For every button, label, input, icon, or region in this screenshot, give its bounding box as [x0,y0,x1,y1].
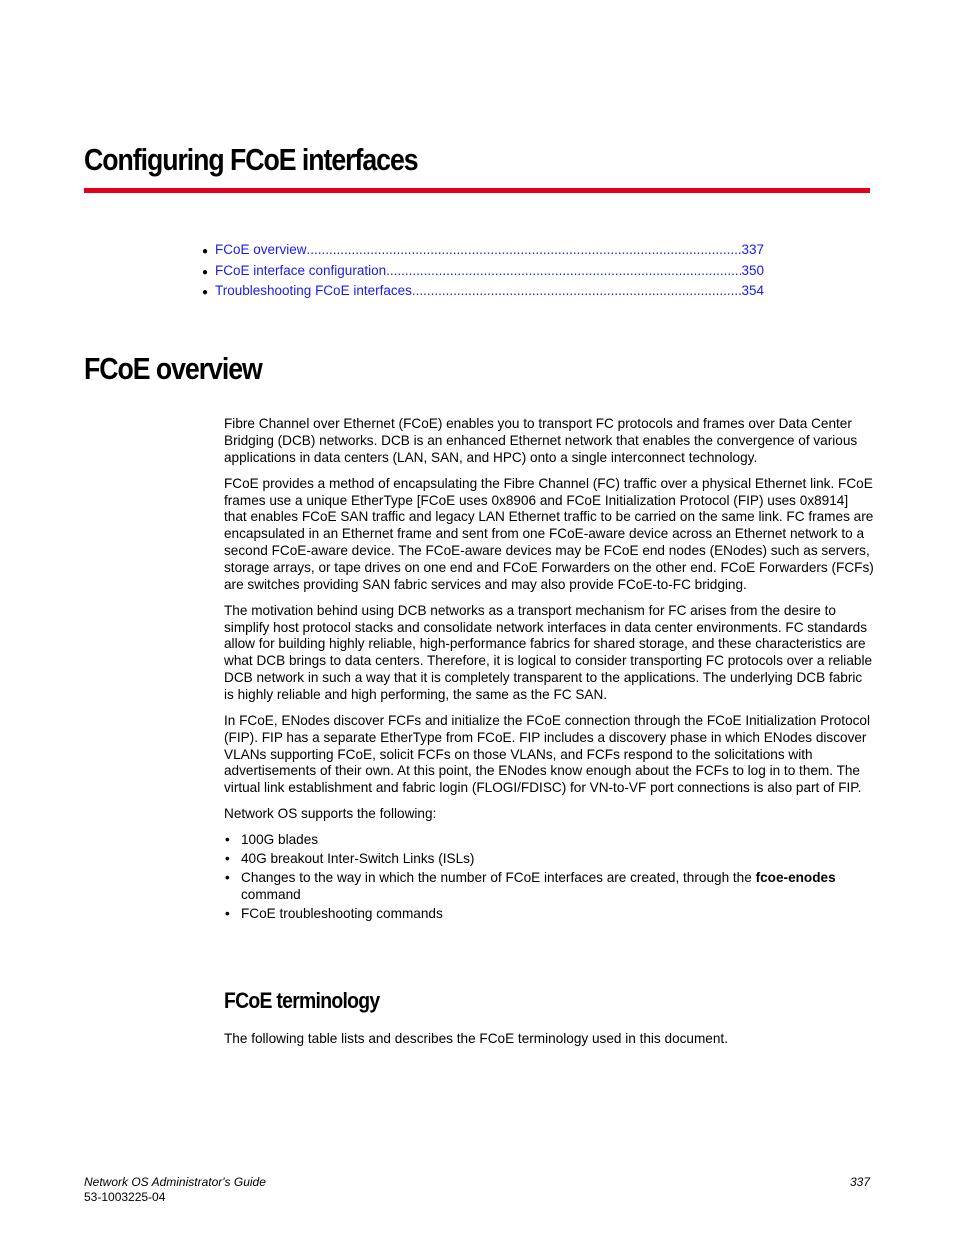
toc-link-troubleshooting-fcoe-interfaces[interactable]: Troubleshooting FCoE interfaces [215,283,412,298]
list-item-text: 100G blades [241,832,319,848]
toc-page-number[interactable]: 350 [741,262,764,278]
toc-bullet: ● [202,246,209,257]
toc-item[interactable] [202,261,764,282]
command-name: fcoe-enodes [755,870,836,886]
toc-item[interactable] [202,281,764,302]
section-title: FCoE overview [84,351,262,386]
body-paragraph: FCoE provides a method of encapsulating the Fibre Channel (FC) traffic over a physical Ethernet link. FCoE frames use a unique EtherType [FCoE uses 0x8906 and FCoE Initialization Protocol (FIP) uses 0x8914] that enables FCoE SAN traffic and legacy LAN Ethernet traffic to be carried on the same link. FC frames are encapsulated in an Ethernet frame and sent from one FCoE-aware device across an Ethernet network to a second FCoE-aware device. The FCoE-aware devices may be FCoE end nodes (ENodes) such as servers, storage arrays, or tape drives on one end and FCoE Forwarders on the other end. FCoE Forwarders (FCFs) are switches providing SAN fabric services and may also provide FCoE-to-FC bridging. [224,475,874,592]
list-item [224,851,874,868]
subsection-intro: The following table lists and describes the FCoE terminology used in this document. [224,1031,728,1046]
toc-leader-dots [307,240,742,260]
body-paragraph: In FCoE, ENodes discover FCFs and initialize the FCoE connection through the FCoE Initialization Protocol (FIP). FIP has a separate EtherType from FCoE. FIP includes a discovery phase in which ENodes discover VLANs supporting FCoE, solicit FCFs on those VLANs, and FCFs respond to the solicitations with advertisements of their own. At this point, the ENodes know enough about the FCFs to log in to them. The virtual link establishment and fabric login (FLOGI/FDISC) for VN-to-VF port connections is also part of FIP. [224,712,871,796]
list-item-text: Changes to the way in which the number of FCoE interfaces are created, through the [241,870,756,886]
body-paragraph: Network OS supports the following: [224,806,437,822]
body-paragraph: The motivation behind using DCB networks as a transport mechanism for FC arises from the desire to simplify host protocol stacks and consolidate network interfaces in data center environments. FC standards allow for building highly reliable, high-performance fabrics for shared storage, and these characteristics are what DCB brings to data centers. Therefore, it is logical to consider transporting FC protocols over a reliable DCB network in such a way that it is completely transparent to the applications. The underlying DCB fabric is highly reliable and high performing, the same as the FC SAN. [224,602,873,702]
toc-leader-dots [386,261,741,281]
page-footer [84,1175,266,1205]
list-item-text: FCoE troubleshooting commands [241,906,443,922]
list-item [224,832,874,849]
supported-features-list [224,832,874,923]
toc-link-fcoe-interface-configuration[interactable]: FCoE interface configuration [215,262,387,278]
footer-doc-number: 53-1003225-04 [84,1190,166,1204]
list-item [224,870,874,904]
toc-bullet: ● [202,266,209,278]
list-bullet: • [225,832,230,848]
chapter-title: Configuring FCoE interfaces [84,142,418,177]
list-bullet: • [225,851,230,867]
chapter-toc [202,240,764,302]
toc-bullet: ● [202,287,209,298]
toc-page-number[interactable]: 354 [741,283,764,298]
footer-guide-title: Network OS Administrator's Guide [84,1175,266,1189]
footer-page-number: 337 [849,1175,870,1189]
list-bullet: • [225,870,230,886]
list-bullet: • [225,906,230,922]
subsection-title: FCoE terminology [224,988,380,1013]
section-body [224,416,874,925]
chapter-title-rule [84,188,870,193]
toc-leader-dots [412,281,742,301]
list-item [224,906,874,923]
body-paragraph: Fibre Channel over Ethernet (FCoE) enables you to transport FC protocols and frames over Data Center Bridging (DCB) networks. DCB is an enhanced Ethernet network that enables the convergence of various applications in data centers (LAN, SAN, and HPC) onto a single interconnect technology. [224,416,858,465]
toc-item[interactable] [202,240,764,261]
toc-page-number[interactable]: 337 [741,242,764,257]
list-item-text: 40G breakout Inter-Switch Links (ISLs) [241,851,475,867]
list-item-text: command [241,887,301,903]
toc-link-fcoe-overview[interactable]: FCoE overview [215,242,307,257]
